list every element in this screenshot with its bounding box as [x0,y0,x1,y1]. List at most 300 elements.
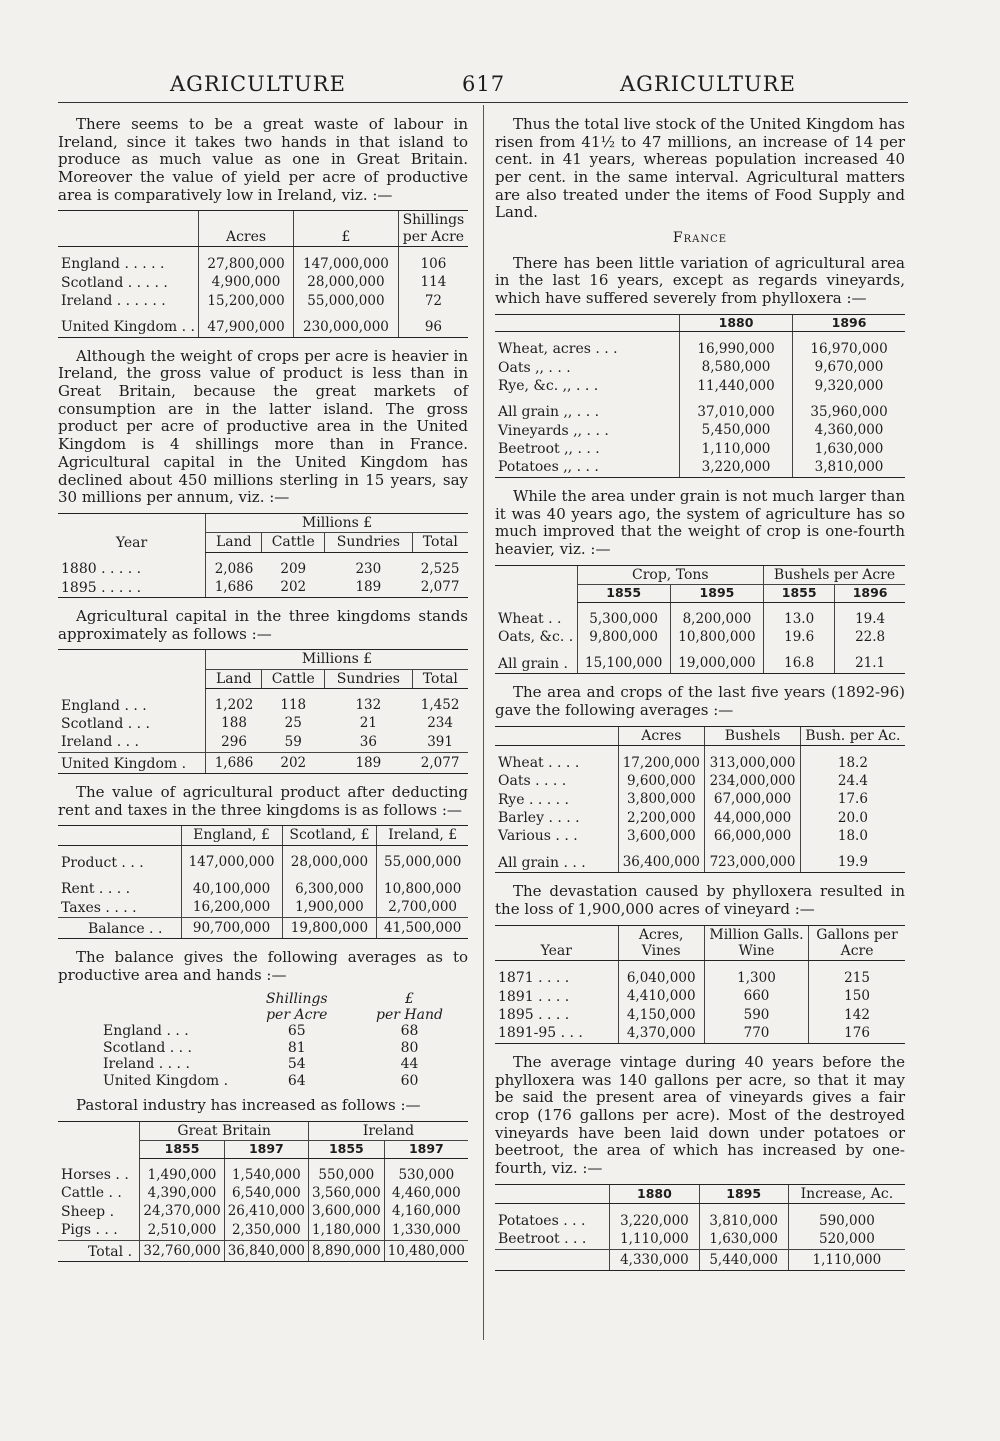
table-cell: Ireland . . . . [103,1056,190,1073]
table-row [58,1073,468,1089]
paragraph: Pastoral industry has increased as follows :— [76,1095,421,1114]
table-row [58,1203,468,1221]
table-row [495,809,905,827]
table-cell: Beetroot . . . [498,1231,587,1248]
table-cell: 4,460,000 [384,1184,468,1202]
table-cell: 36 [359,733,377,750]
table-cell: 21 [359,715,377,732]
table-cell: 2,510,000 [140,1221,224,1240]
col-header: Millions £ [206,513,468,532]
table-cell: 40,100,000 [181,872,282,898]
table-cell: 96 [398,310,468,337]
paragraph: While the area under grain is not much larger than it was 40 years ago, the system of agriculture has so much improved that the weight of crop is one-fourth heavier, viz. :— [495,486,905,558]
table-cell: 188 [206,715,262,733]
table-cell: 1,180,000 [308,1221,384,1240]
table-row [58,1184,468,1202]
col-header: 1855 [308,1140,384,1158]
table-row [495,602,905,628]
table-cell: Barley . . . . [498,810,580,827]
table-cell: 9,670,000 [793,359,905,377]
table-cell: 22.8 [835,628,905,646]
capital-decline-table [58,513,468,598]
table-cell: 118 [280,697,307,714]
table-cell: 8,200,000 [670,602,763,628]
table-cell: 32,760,000 [140,1240,224,1261]
table-cell: Oats ,, . . . [498,359,571,376]
table-cell: 1,630,000 [793,440,905,458]
table-cell: 10,800,000 [377,872,468,898]
phylloxera-table [495,925,905,1044]
table-cell: 3,600,000 [618,827,705,845]
table-cell: 8,890,000 [308,1240,384,1261]
table-cell: 723,000,000 [705,846,801,873]
table-row [495,332,905,359]
yield-table [58,210,468,337]
right-column [495,116,905,1281]
table-cell: 1,330,000 [384,1221,468,1240]
table-cell: Wheat, acres . . . [498,341,618,358]
table-row [495,827,905,845]
table-cell: England . . . [103,1023,189,1040]
table-cell: Shillings [265,990,328,1007]
table-cell: 150 [809,988,905,1006]
table-cell: 4,390,000 [140,1184,224,1202]
table-cell: Beetroot ,, . . . [498,441,600,458]
table-row [495,1249,905,1270]
col-header: Gallons per Acre [809,925,905,961]
col-header: Land [206,533,262,552]
table-cell: 21.1 [835,647,905,674]
table-cell: 4,150,000 [618,1006,704,1024]
table-cell: 47,900,000 [199,310,294,337]
table-cell: Various . . . [498,828,578,845]
table-row [495,791,905,809]
france-area-table [495,314,905,478]
col-header: 1895 [670,584,763,602]
table-cell: Oats . . . . [498,773,567,790]
paragraph: Thus the total live stock of the United Kingdom has risen from 41½ to 47 millions, an increase of 14 per cent. in 41 years, whereas population increased 40 per cent. in the same interval. Agricultural matters are also treated under the items of Food Supply and Land. [495,115,905,222]
table-cell: 1,630,000 [699,1230,788,1249]
table-cell: 2,200,000 [618,809,705,827]
table-cell: 60 [400,1072,419,1089]
col-header: 1896 [835,584,905,602]
product-value-table [58,825,468,939]
col-header: Ireland, £ [377,826,468,845]
table-cell: 1,490,000 [140,1158,224,1184]
table-cell: England . . . [61,697,147,714]
col-header: 1880 [680,314,793,332]
table-cell: 1891 . . . . [498,988,570,1005]
col-header: Million Galls. Wine [704,925,808,961]
table-cell: Cattle . . [61,1185,122,1202]
table-cell: per Acre [266,1007,328,1023]
table-cell: 530,000 [384,1158,468,1184]
col-header: Year [495,925,618,961]
table-cell: 19.9 [800,846,905,873]
table-cell: 10,800,000 [670,628,763,646]
table-row [495,1230,905,1249]
five-year-averages-table [495,726,905,874]
table-cell: Total . [58,1240,140,1261]
table-cell: Vineyards ,, . . . [498,422,609,439]
table-cell: 65 [287,1023,306,1040]
table-row [58,1240,468,1261]
col-header: Sundries [325,669,413,688]
table-cell: 189 [325,752,413,773]
table-cell: 1,110,000 [788,1249,905,1270]
table-cell: 24.4 [800,772,905,790]
paragraph: Agricultural capital in the three kingdoms stands approximately as follows :— [58,606,468,643]
table-cell: 24,370,000 [140,1203,224,1221]
table-cell: 189 [325,579,413,598]
potatoes-beetroot-table [495,1184,905,1271]
table-cell: 9,800,000 [577,628,670,646]
col-header: 1855 [764,584,835,602]
table-cell: 44,000,000 [705,809,801,827]
section-heading: France [672,230,728,247]
table-cell: Product . . . [61,854,144,871]
table-cell: 230,000,000 [294,310,399,337]
col-header: Cattle [262,669,325,688]
table-cell: 36,400,000 [618,846,705,873]
table-cell: 2,077 [412,752,468,773]
col-header: 1896 [793,314,905,332]
table-cell: 8,580,000 [680,359,793,377]
table-row [58,899,468,918]
table-cell: 66,000,000 [705,827,801,845]
table-cell: 590,000 [788,1204,905,1231]
table-cell: 3,810,000 [793,458,905,477]
table-cell: 64 [287,1072,306,1089]
col-header: Bush. per Ac. [800,726,905,745]
table-row [495,647,905,674]
table-cell: 2,077 [412,579,468,598]
table-cell: 4,410,000 [618,988,704,1006]
table-cell: 230 [355,560,382,577]
table-cell: 16,200,000 [181,899,282,918]
table-cell: 28,000,000 [294,274,399,292]
left-column [58,116,468,1272]
table-cell: 114 [398,274,468,292]
table-cell: 1880 . . . . . [61,561,142,578]
table-cell: 3,220,000 [680,458,793,477]
table-cell: 1,686 [206,752,262,773]
table-cell: 4,360,000 [793,422,905,440]
table-row [495,628,905,646]
table-cell: 1,686 [206,579,262,598]
table-cell: 36,840,000 [224,1240,308,1261]
table-row [495,458,905,477]
col-header: Shillings per Acre [398,211,468,247]
table-cell: 19,800,000 [282,917,377,938]
table-cell: 2,350,000 [224,1221,308,1240]
table-cell: 20.0 [800,809,905,827]
table-cell: 19.4 [835,602,905,628]
table-cell: Rye . . . . . [498,791,569,808]
table-row [58,579,468,598]
table-cell: 11,440,000 [680,377,793,395]
table-cell: 660 [704,988,808,1006]
table-row [495,440,905,458]
table-cell: 234,000,000 [705,772,801,790]
table-cell: 19.6 [764,628,835,646]
table-cell: 6,540,000 [224,1184,308,1202]
table-cell: 19,000,000 [670,647,763,674]
table-cell: 1871 . . . . [498,970,570,987]
col-header: Acres, Vines [618,925,704,961]
col-header: Year [58,513,206,552]
table-cell: 520,000 [788,1230,905,1249]
table-cell: 17,200,000 [618,745,705,772]
table-row [58,1056,468,1072]
table-cell: Scotland . . . [61,715,150,732]
table-row [495,1204,905,1231]
table-row [495,961,905,988]
paragraph: The average vintage during 40 years before the phylloxera was 140 gallons per acre, so that it may be said the present area of vineyards gives a fair crop (176 gallons per acre). Most of the destroyed vineyards have been laid down under potatoes or beetroot, the area of which has increased by one-fourth, viz. :— [495,1052,905,1177]
table-row [58,872,468,898]
table-cell: 27,800,000 [199,247,294,274]
table-cell: 59 [284,733,302,750]
table-cell: United Kingdom . [103,1072,229,1089]
table-cell: Balance . . [58,917,181,938]
table-row [58,292,468,310]
column-divider [483,105,484,1340]
table-row [495,377,905,395]
col-header: Great Britain [140,1121,309,1140]
table-cell: 90,700,000 [181,917,282,938]
table-cell: 67,000,000 [705,791,801,809]
paragraph: There has been little variation of agricultural area in the last 16 years, except as regards vineyards, which have suffered severely from phylloxera :— [495,253,905,307]
table-cell: Scotland . . . . . [61,274,168,291]
table-row [495,1006,905,1024]
table-cell: 6,040,000 [618,961,704,988]
table-cell: 176 [809,1024,905,1043]
col-header: England, £ [181,826,282,845]
table-cell: 590 [704,1006,808,1024]
table-cell: Oats, &c. . [498,629,574,646]
col-header: 1895 [699,1184,788,1203]
table-cell: £ [405,990,414,1007]
table-cell: 4,160,000 [384,1203,468,1221]
table-cell: 18.2 [800,745,905,772]
table-cell: 313,000,000 [705,745,801,772]
table-row [58,715,468,733]
table-cell: All grain ,, . . . [498,404,600,421]
header-left: AGRICULTURE [170,72,346,96]
table-cell: 55,000,000 [294,292,399,310]
table-cell: 18.0 [800,827,905,845]
table-cell: 2,525 [420,560,460,577]
table-cell: Potatoes . . . [498,1213,586,1229]
table-cell: 1,110,000 [610,1230,699,1249]
table-cell: 209 [280,560,307,577]
table-cell: 5,450,000 [680,422,793,440]
table-cell: 142 [809,1006,905,1024]
table-cell: United Kingdom . [58,752,206,773]
table-row [495,1024,905,1043]
paragraph: The devastation caused by phylloxera resulted in the loss of 1,900,000 acres of vineyard :— [495,882,905,918]
table-cell: 391 [427,733,453,750]
kingdom-capital-table [58,649,468,774]
col-header: Total [412,533,468,552]
table-cell: 770 [704,1024,808,1043]
table-row [58,552,468,578]
table-cell: 3,600,000 [308,1203,384,1221]
table-cell: Scotland . . . [103,1039,192,1056]
paragraph: Although the weight of crops per acre is heavier in Ireland, the gross value of product is less than in Great Britain, because the great markets of consumption are in the latter island. The gross product per acre of productive area in the United Kingdom is 4 shillings more than in France. Agricultural capital in the United Kingdom has declined about 450 millions sterling in 15 years, say 30 millions per annum, viz. :— [58,346,468,507]
table-cell: 1,110,000 [680,440,793,458]
col-header: Millions £ [206,650,468,669]
table-cell: 4,370,000 [618,1024,704,1043]
table-cell: 13.0 [764,602,835,628]
table-cell: Rye, &c. ,, . . . [498,377,599,394]
table-cell: 2,086 [206,552,262,578]
table-cell: 55,000,000 [377,845,468,872]
col-header: 1880 [610,1184,699,1203]
table-row [58,689,468,715]
table-cell: 106 [398,247,468,274]
col-header: Bushels per Acre [764,565,905,584]
col-header: Total [412,669,468,688]
table-cell: 80 [400,1039,419,1056]
paragraph: The area and crops of the last five years (1892-96) gave the following averages :— [495,683,905,719]
table-cell: 2,700,000 [377,899,468,918]
table-cell: 25 [284,715,302,732]
table-cell: 44 [400,1056,419,1073]
table-row [58,1221,468,1240]
table-cell: 147,000,000 [181,845,282,872]
table-row [58,733,468,752]
table-cell: 37,010,000 [680,395,793,421]
table-cell: Taxes . . . . [61,899,137,916]
header-rule [58,102,908,103]
table-cell: Horses . . [61,1167,129,1184]
table-row [58,1040,468,1056]
table-cell: 4,900,000 [199,274,294,292]
table-cell: 15,200,000 [199,292,294,310]
table-cell: 1895 . . . . [498,1007,570,1024]
table-cell: 5,440,000 [699,1249,788,1270]
table-row [58,274,468,292]
table-cell: 202 [262,752,325,773]
table-cell: 1,202 [206,689,262,715]
table-cell: 234 [427,715,453,732]
table-cell: 28,000,000 [282,845,377,872]
table-cell: 10,480,000 [384,1240,468,1261]
col-header: Ireland [308,1121,468,1140]
table-cell: Wheat . . [498,611,562,628]
col-header: 1855 [140,1140,224,1158]
table-cell: Ireland . . . [61,734,140,751]
table-cell: Potatoes ,, . . . [495,458,680,477]
crop-yield-table [495,565,905,675]
col-header: 1855 [577,584,670,602]
table-cell: 147,000,000 [294,247,399,274]
table-cell: 1891-95 . . . [495,1024,618,1043]
table-cell: 215 [809,961,905,988]
table-row [58,917,468,938]
table-row [495,988,905,1006]
table-cell: 54 [287,1056,306,1073]
table-cell: Pigs . . . [61,1222,118,1239]
col-header: Acres [618,726,705,745]
table-row [58,752,468,773]
table-cell: 16.8 [764,647,835,674]
table-cell: 3,810,000 [699,1204,788,1231]
col-header: 1897 [224,1140,308,1158]
table-row [495,422,905,440]
table-cell: 3,800,000 [618,791,705,809]
table-row [58,247,468,274]
table-cell: 3,560,000 [308,1184,384,1202]
table-row [58,1023,468,1039]
averages-table [58,991,468,1089]
table-row [58,1158,468,1184]
table-cell: 4,330,000 [610,1249,699,1270]
paragraph: There seems to be a great waste of labour in Ireland, since it takes two hands in that island to produce as much value as one in Great Britain. Moreover the value of yield per acre of productive area is comparatively low in Ireland, viz. :— [58,115,468,204]
table-cell: 9,600,000 [618,772,705,790]
table-cell: 17.6 [800,791,905,809]
table-row [495,772,905,790]
table-cell: 15,100,000 [577,647,670,674]
table-row [495,359,905,377]
header-right: AGRICULTURE [620,72,796,96]
pastoral-table [58,1121,468,1262]
table-cell: 81 [287,1039,306,1056]
table-cell: 6,300,000 [282,872,377,898]
table-cell: 550,000 [308,1158,384,1184]
table-cell: Wheat . . . . [498,754,580,771]
table-cell: 1,540,000 [224,1158,308,1184]
table-cell: 9,320,000 [793,377,905,395]
table-row [495,846,905,873]
table-cell: England . . . . . [61,256,165,273]
table-cell: 72 [398,292,468,310]
col-header: Acres [199,211,294,247]
table-cell: All grain . [495,647,577,674]
col-header: Bushels [705,726,801,745]
table-cell: 16,990,000 [680,332,793,359]
table-cell: 68 [400,1023,419,1040]
col-header: Cattle [262,533,325,552]
col-header: Crop, Tons [577,565,764,584]
table-cell: 41,500,000 [377,917,468,938]
table-row [495,745,905,772]
table-cell: 296 [206,733,262,752]
table-cell: All grain . . . [495,846,618,873]
table-cell: 16,970,000 [793,332,905,359]
table-cell: 1895 . . . . . [58,579,206,598]
page-number: 617 [462,72,506,96]
table-cell: Ireland . . . . . . [61,292,166,309]
table-cell: 26,410,000 [224,1203,308,1221]
running-header [0,72,1000,102]
table-cell: 1,300 [704,961,808,988]
table-cell: 202 [262,579,325,598]
table-cell: United Kingdom . . [58,310,199,337]
table-row [495,395,905,421]
col-header: Sundries [325,533,413,552]
table-cell: 1,900,000 [282,899,377,918]
table-cell: Sheep . [61,1203,115,1220]
table-cell: 35,960,000 [793,395,905,421]
table-cell: 5,300,000 [577,602,670,628]
col-header: Increase, Ac. [788,1184,905,1203]
table-cell: 132 [355,697,382,714]
table-cell [495,1249,610,1270]
paragraph: The value of agricultural product after deducting rent and taxes in the three kingdoms is as follows :— [58,783,468,819]
table-cell: 1,452 [420,697,460,714]
